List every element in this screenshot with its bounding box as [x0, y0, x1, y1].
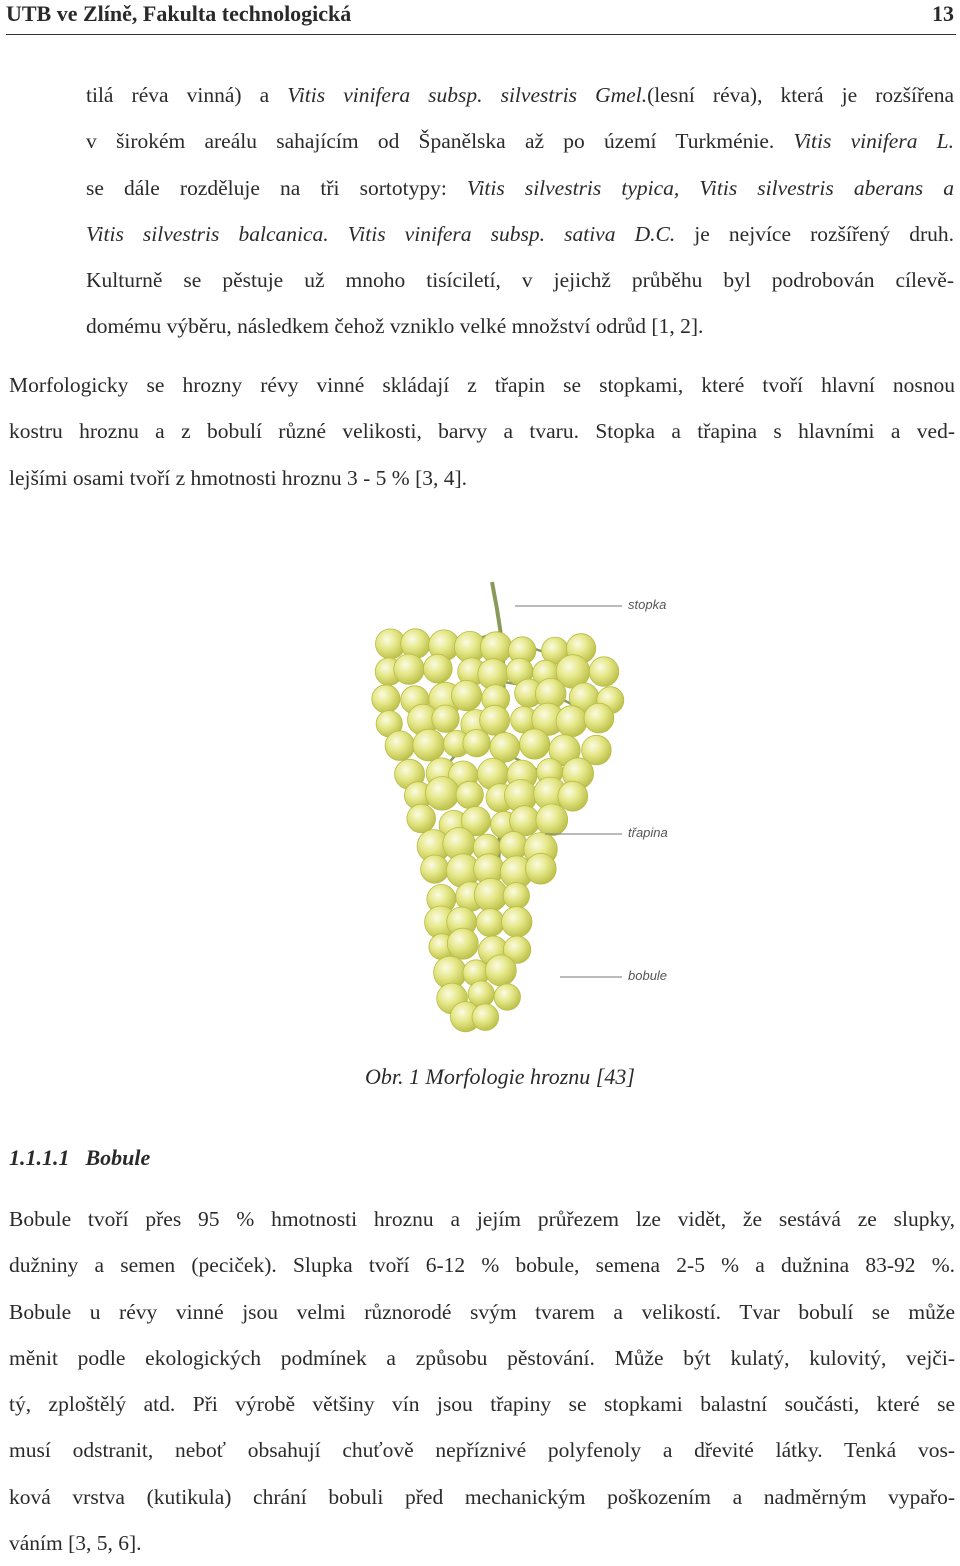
- text-line: Kulturně se pěstuje už mnoho tisíciletí, v jejichž průběhu byl podrobován cílevě-: [86, 268, 954, 293]
- berry: [558, 781, 588, 811]
- text-line: Morfologicky se hrozny révy vinné skládají z třapin se stopkami, které tvoří hlavní nosnou: [9, 373, 955, 397]
- figure-caption: Obr. 1 Morfologie hroznu [43]: [365, 1064, 635, 1089]
- text-line: tý, zploštělý atd. Při výrobě většiny vín jsou třapiny se stopkami balastní součásti, které se: [9, 1392, 955, 1417]
- grape-bunch-figure: [330, 572, 710, 1042]
- page-header: [6, 0, 956, 35]
- berry: [372, 685, 400, 713]
- berry: [536, 804, 568, 836]
- paragraph-morphology: [9, 362, 955, 501]
- berry: [499, 832, 527, 860]
- berry: [425, 777, 459, 811]
- text-line: kostru hroznu a z bobulí různé velikosti, barvy a tvaru. Stopka a třapina s hlavními a ved-: [9, 419, 955, 444]
- berry: [421, 855, 449, 883]
- berry: [432, 705, 459, 732]
- berry: [525, 853, 556, 884]
- berry: [394, 654, 424, 684]
- label-trapina: třapina: [628, 825, 668, 840]
- text-line: se dále rozděluje na tři sortotypy: Vitis silvestris typica, Vitis silvestris aberans a: [86, 175, 954, 200]
- text-line: dužniny a semen (peciček). Slupka tvoří 6-12 % bobule, semena 2-5 % a dužnina 83-92 %.: [9, 1253, 955, 1278]
- text-line: Bobule tvoří přes 95 % hmotnosti hroznu a jejím průřezem lze vidět, že sestává ze slupky,: [9, 1207, 955, 1231]
- text-line: musí odstranit, neboť obsahují chuťově nepříznivé polyfenoly a dřevité látky. Tenká vos-: [9, 1438, 955, 1463]
- page-number: 13: [932, 1, 954, 26]
- section-title: Bobule: [85, 1145, 151, 1170]
- text-line: domému výběru, následkem čehož vzniklo velké množství odrůd [1, 2].: [86, 314, 704, 339]
- berry: [490, 733, 520, 763]
- berry: [589, 657, 619, 687]
- berry: [503, 883, 529, 909]
- label-stopka: stopka: [628, 597, 667, 612]
- berry: [476, 909, 504, 937]
- berry: [451, 680, 481, 710]
- berry: [463, 730, 490, 757]
- text-line: váním [3, 5, 6].: [9, 1531, 142, 1556]
- berry: [447, 928, 478, 959]
- section-number: 1.1.1.1: [9, 1145, 70, 1170]
- text-line: měnit podle ekologických podmínek a způsobu pěstování. Může být kulatý, kulovitý, vejči-: [9, 1345, 955, 1370]
- berry: [413, 729, 445, 761]
- berry: [480, 705, 510, 735]
- berry: [456, 781, 483, 808]
- paragraph-vitis-subspecies: [86, 72, 954, 350]
- berry: [520, 729, 550, 759]
- berry: [385, 731, 415, 761]
- berry: [556, 706, 587, 737]
- header-title: UTB ve Zlíně, Fakulta technologická: [6, 1, 352, 26]
- berry: [474, 878, 507, 911]
- text-line: v širokém areálu sahajícím od Španělska až po území Turkménie. Vitis vinifera L.: [86, 129, 955, 154]
- text-line: tilá réva vinná) a Vitis vinifera subsp. silvestris Gmel.(lesní réva), která je rozšířena: [86, 83, 954, 107]
- label-bobule: bobule: [628, 968, 668, 983]
- berry: [501, 907, 532, 938]
- berries-group: [372, 629, 624, 1032]
- berry: [584, 703, 614, 733]
- berry: [401, 629, 431, 659]
- paragraph-bobule: [9, 1196, 955, 1566]
- berry: [407, 804, 436, 833]
- text-line: Vitis silvestris balcanica. Vitis vinifera subsp. sativa D.C. je nejvíce rozšířený druh.: [86, 221, 954, 246]
- text-line: lejšími osami tvoří z hmotnosti hroznu 3 - 5 % [3, 4].: [9, 465, 468, 490]
- berry: [423, 654, 452, 683]
- text-line: ková vrstva (kutikula) chrání bobuli před mechanickým poškozením a nadměrným vypařo-: [9, 1484, 955, 1509]
- berry: [480, 632, 511, 663]
- text-line: Bobule u révy vinné jsou velmi různorodé svým tvarem a velikostí. Tvar bobulí se může: [9, 1299, 955, 1324]
- berry: [472, 1004, 499, 1031]
- berry: [485, 955, 516, 986]
- berry: [494, 984, 520, 1010]
- section-heading: [9, 1145, 150, 1171]
